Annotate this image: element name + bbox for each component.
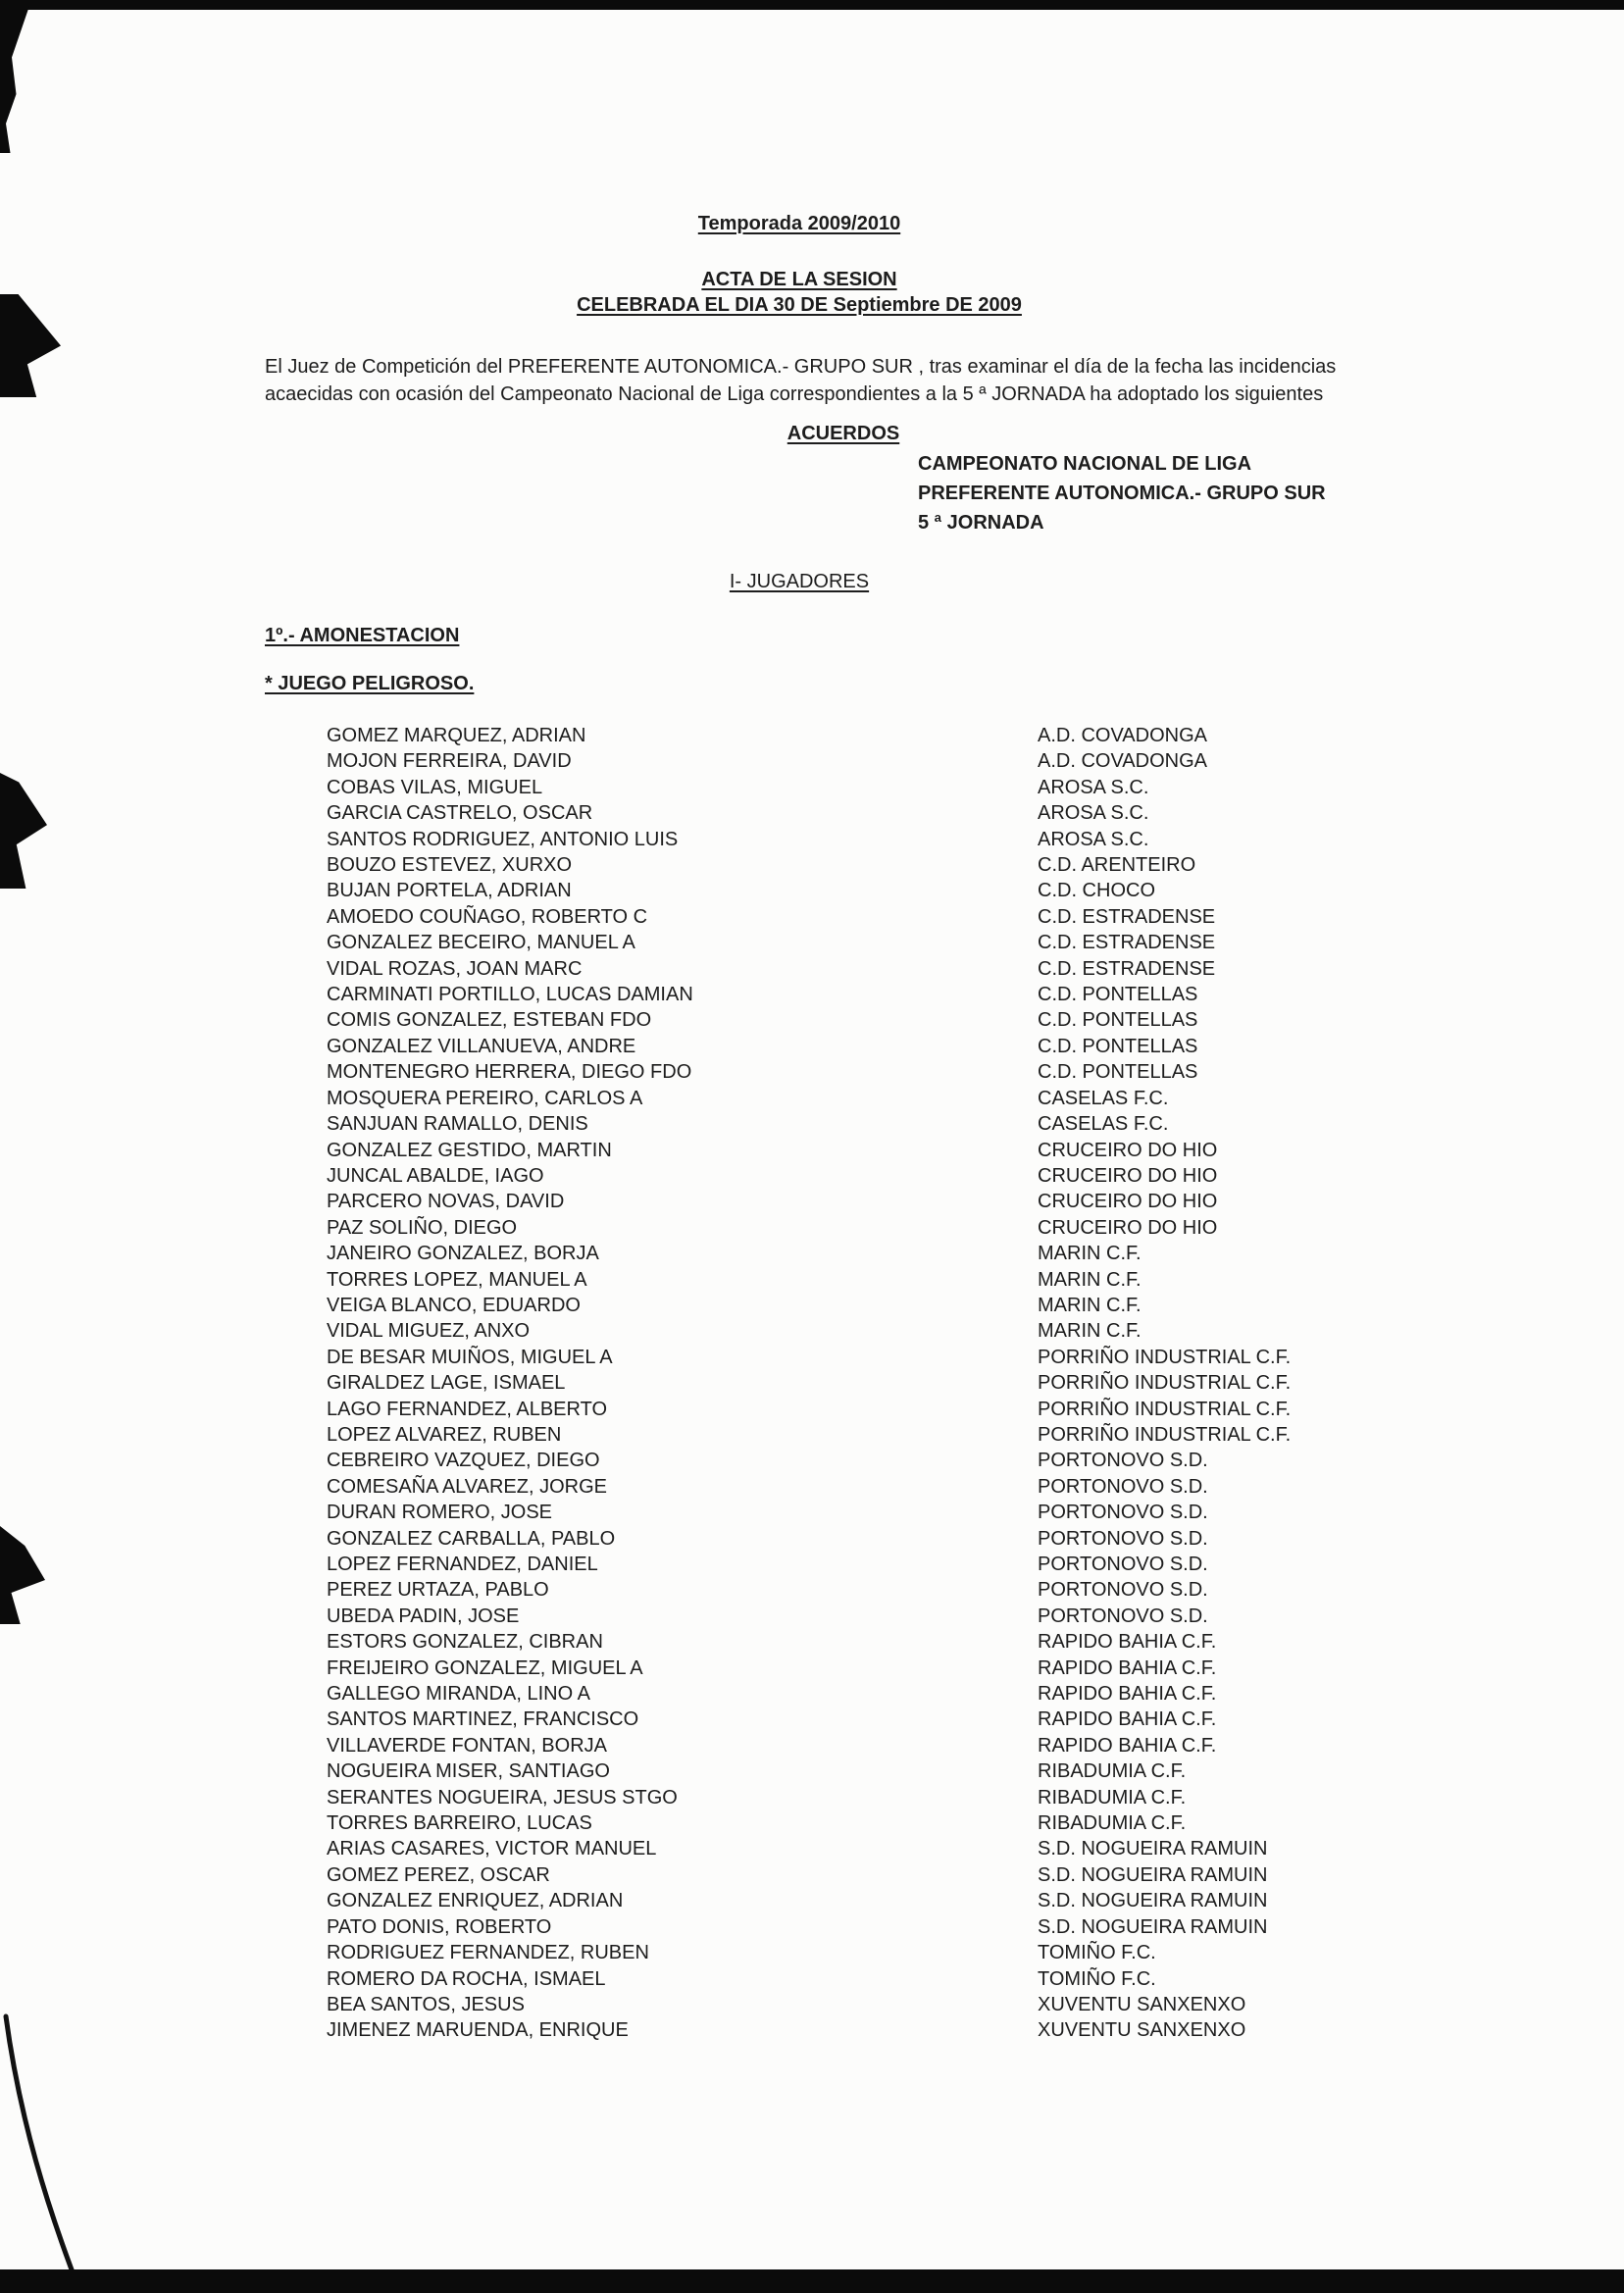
player-name: VIDAL ROZAS, JOAN MARC xyxy=(327,957,583,980)
juego-peligroso-heading: * JUEGO PELIGROSO. xyxy=(265,673,475,694)
club-name: RAPIDO BAHIA C.F. xyxy=(1038,1734,1217,1757)
club-name: AROSA S.C. xyxy=(1038,802,1149,825)
player-name: GONZALEZ VILLANUEVA, ANDRE xyxy=(327,1035,636,1057)
intro-line: acaecidas con ocasión del Campeonato Nacional de Liga correspondientes a la 5 ª JORNADA ha adoptado los siguientes xyxy=(265,383,1324,405)
competition-line: PREFERENTE AUTONOMICA.- GRUPO SUR xyxy=(918,483,1326,504)
club-name: S.D. NOGUEIRA RAMUIN xyxy=(1038,1863,1268,1886)
club-name: PORTONOVO S.D. xyxy=(1038,1527,1208,1550)
club-name: CRUCEIRO DO HIO xyxy=(1038,1191,1218,1213)
sanction-row xyxy=(265,1914,1481,1940)
player-name: LOPEZ FERNANDEZ, DANIEL xyxy=(327,1554,598,1575)
player-name: BOUZO ESTEVEZ, XURXO xyxy=(327,854,573,877)
sanction-row xyxy=(265,982,1481,1007)
player-name: SANTOS RODRIGUEZ, ANTONIO LUIS xyxy=(327,828,679,850)
sanction-row xyxy=(265,1345,1481,1370)
player-name: PAZ SOLIÑO, DIEGO xyxy=(327,1216,518,1239)
sanction-row xyxy=(265,1577,1481,1603)
player-name: PATO DONIS, ROBERTO xyxy=(327,1915,552,1938)
player-name: CEBREIRO VAZQUEZ, DIEGO xyxy=(327,1450,600,1472)
sanction-row xyxy=(265,2017,1481,2043)
sanction-row xyxy=(265,1992,1481,2017)
club-name: C.D. PONTELLAS xyxy=(1038,1061,1198,1084)
sanction-row xyxy=(265,1785,1481,1810)
intro-paragraph xyxy=(265,353,1481,408)
club-name: RAPIDO BAHIA C.F. xyxy=(1038,1656,1217,1679)
sanction-row xyxy=(265,1318,1481,1344)
sanction-row xyxy=(265,1681,1481,1707)
sanction-row xyxy=(265,1138,1481,1163)
player-name: VILLAVERDE FONTAN, BORJA xyxy=(327,1734,607,1757)
player-name: LAGO FERNANDEZ, ALBERTO xyxy=(327,1398,608,1420)
sanction-row xyxy=(265,1656,1481,1681)
player-name: GONZALEZ BECEIRO, MANUEL A xyxy=(327,932,635,954)
player-name: COBAS VILAS, MIGUEL xyxy=(327,776,543,798)
player-name: VEIGA BLANCO, EDUARDO xyxy=(327,1294,581,1316)
competition-line: CAMPEONATO NACIONAL DE LIGA xyxy=(918,453,1252,475)
club-name: XUVENTU SANXENXO xyxy=(1038,2019,1246,2042)
club-name: C.D. PONTELLAS xyxy=(1038,1035,1198,1057)
club-name: CASELAS F.C. xyxy=(1038,1087,1169,1109)
player-name: GOMEZ MARQUEZ, ADRIAN xyxy=(327,725,586,746)
player-name: RODRIGUEZ FERNANDEZ, RUBEN xyxy=(327,1942,649,1964)
sanction-row xyxy=(265,1241,1481,1266)
club-name: C.D. ESTRADENSE xyxy=(1038,957,1216,980)
sanction-row xyxy=(265,1422,1481,1448)
player-name: GOMEZ PEREZ, OSCAR xyxy=(327,1863,550,1886)
club-name: RIBADUMIA C.F. xyxy=(1038,1812,1187,1835)
sanction-row xyxy=(265,1836,1481,1861)
sanction-row xyxy=(265,1862,1481,1888)
club-name: CASELAS F.C. xyxy=(1038,1113,1169,1136)
sanction-row xyxy=(265,1629,1481,1655)
sanction-row xyxy=(265,1552,1481,1577)
player-name: PEREZ URTAZA, PABLO xyxy=(327,1579,549,1602)
sanction-row xyxy=(265,1448,1481,1473)
club-name: TOMIÑO F.C. xyxy=(1038,1942,1156,1964)
club-name: C.D. ESTRADENSE xyxy=(1038,905,1216,928)
sanction-row xyxy=(265,1111,1481,1137)
club-name: AROSA S.C. xyxy=(1038,776,1149,798)
season-title: Temporada 2009/2010 xyxy=(697,213,901,234)
player-name: ROMERO DA ROCHA, ISMAEL xyxy=(327,1967,606,1990)
club-name: RAPIDO BAHIA C.F. xyxy=(1038,1631,1217,1654)
player-name: VIDAL MIGUEZ, ANXO xyxy=(327,1320,531,1343)
sanction-row xyxy=(265,1397,1481,1422)
session-title-line1: ACTA DE LA SESION xyxy=(701,269,897,290)
sanction-row xyxy=(265,1086,1481,1111)
sanction-row xyxy=(265,1758,1481,1784)
club-name: S.D. NOGUEIRA RAMUIN xyxy=(1038,1890,1268,1912)
scan-artifact-bottom-edge xyxy=(0,2269,1624,2293)
club-name: PORRIÑO INDUSTRIAL C.F. xyxy=(1038,1346,1292,1368)
club-name: S.D. NOGUEIRA RAMUIN xyxy=(1038,1915,1268,1938)
club-name: CRUCEIRO DO HIO xyxy=(1038,1216,1218,1239)
competition-block xyxy=(918,449,1481,537)
club-name: PORTONOVO S.D. xyxy=(1038,1554,1208,1575)
club-name: A.D. COVADONGA xyxy=(1038,750,1207,773)
club-name: PORRIÑO INDUSTRIAL C.F. xyxy=(1038,1372,1292,1395)
sanction-row xyxy=(265,1163,1481,1189)
club-name: MARIN C.F. xyxy=(1038,1294,1142,1316)
player-name: GONZALEZ ENRIQUEZ, ADRIAN xyxy=(327,1890,624,1912)
player-name: SANTOS MARTINEZ, FRANCISCO xyxy=(327,1708,639,1731)
player-name: UBEDA PADIN, JOSE xyxy=(327,1605,520,1627)
sanction-row xyxy=(265,1810,1481,1836)
session-title-line2: CELEBRADA EL DIA 30 DE Septiembre DE 2009 xyxy=(577,294,1022,316)
club-name: PORTONOVO S.D. xyxy=(1038,1450,1208,1472)
club-name: C.D. ESTRADENSE xyxy=(1038,932,1216,954)
club-name: PORTONOVO S.D. xyxy=(1038,1579,1208,1602)
sanction-row xyxy=(265,827,1481,852)
sanction-row xyxy=(265,878,1481,903)
sanction-row xyxy=(265,1215,1481,1241)
sanction-row xyxy=(265,1267,1481,1293)
sanctions-list xyxy=(265,723,1481,2044)
player-name: MOSQUERA PEREIRO, CARLOS A xyxy=(327,1087,643,1109)
player-name: LOPEZ ALVAREZ, RUBEN xyxy=(327,1423,562,1446)
sanction-row xyxy=(265,1500,1481,1525)
club-name: C.D. PONTELLAS xyxy=(1038,1009,1198,1032)
sanction-row xyxy=(265,800,1481,826)
player-name: GARCIA CASTRELO, OSCAR xyxy=(327,802,593,825)
club-name: RIBADUMIA C.F. xyxy=(1038,1760,1187,1783)
sanction-row xyxy=(265,1189,1481,1214)
player-name: PARCERO NOVAS, DAVID xyxy=(327,1191,565,1213)
sanction-row xyxy=(265,1370,1481,1396)
player-name: MONTENEGRO HERRERA, DIEGO FDO xyxy=(327,1061,692,1084)
player-name: JIMENEZ MARUENDA, ENRIQUE xyxy=(327,2019,629,2042)
player-name: GIRALDEZ LAGE, ISMAEL xyxy=(327,1372,566,1395)
club-name: C.D. ARENTEIRO xyxy=(1038,854,1196,877)
club-name: XUVENTU SANXENXO xyxy=(1038,1993,1246,2015)
club-name: CRUCEIRO DO HIO xyxy=(1038,1164,1218,1187)
club-name: PORRIÑO INDUSTRIAL C.F. xyxy=(1038,1423,1292,1446)
scan-artifact-bottom-left-curve xyxy=(0,2011,98,2293)
club-name: C.D. CHOCO xyxy=(1038,880,1155,902)
club-name: C.D. PONTELLAS xyxy=(1038,984,1198,1006)
sanction-row xyxy=(265,956,1481,982)
player-name: COMESAÑA ALVAREZ, JORGE xyxy=(327,1475,607,1498)
club-name: PORTONOVO S.D. xyxy=(1038,1502,1208,1524)
player-name: BUJAN PORTELA, ADRIAN xyxy=(327,880,572,902)
player-name: NOGUEIRA MISER, SANTIAGO xyxy=(327,1760,610,1783)
sanction-row xyxy=(265,1707,1481,1732)
club-name: RAPIDO BAHIA C.F. xyxy=(1038,1708,1217,1731)
player-name: TORRES BARREIRO, LUCAS xyxy=(327,1812,592,1835)
sanction-row xyxy=(265,904,1481,930)
player-name: JUNCAL ABALDE, IAGO xyxy=(327,1164,544,1187)
club-name: S.D. NOGUEIRA RAMUIN xyxy=(1038,1838,1268,1860)
agreements-heading: ACUERDOS xyxy=(787,423,900,444)
club-name: TOMIÑO F.C. xyxy=(1038,1967,1156,1990)
player-name: SANJUAN RAMALLO, DENIS xyxy=(327,1113,588,1136)
player-name: ESTORS GONZALEZ, CIBRAN xyxy=(327,1631,603,1654)
sanction-row xyxy=(265,1059,1481,1085)
sanction-row xyxy=(265,775,1481,800)
club-name: RIBADUMIA C.F. xyxy=(1038,1786,1187,1809)
intro-line: El Juez de Competición del PREFERENTE AUTONOMICA.- GRUPO SUR , tras examinar el día de la fecha las incidencias xyxy=(265,356,1337,378)
player-name: DE BESAR MUIÑOS, MIGUEL A xyxy=(327,1346,613,1368)
sanction-row xyxy=(265,1888,1481,1913)
player-name: BEA SANTOS, JESUS xyxy=(327,1993,525,2015)
sanction-row xyxy=(265,1604,1481,1629)
player-name: MOJON FERREIRA, DAVID xyxy=(327,750,572,773)
sanction-row xyxy=(265,1526,1481,1552)
amonestacion-heading: 1º.- AMONESTACION xyxy=(265,625,460,646)
player-name: TORRES LOPEZ, MANUEL A xyxy=(327,1268,587,1291)
club-name: MARIN C.F. xyxy=(1038,1268,1142,1291)
player-name: SERANTES NOGUEIRA, JESUS STGO xyxy=(327,1786,678,1809)
club-name: AROSA S.C. xyxy=(1038,828,1149,850)
player-name: ARIAS CASARES, VICTOR MANUEL xyxy=(327,1838,657,1860)
player-name: DURAN ROMERO, JOSE xyxy=(327,1502,553,1524)
sanction-row xyxy=(265,1733,1481,1758)
club-name: PORTONOVO S.D. xyxy=(1038,1605,1208,1627)
player-name: FREIJEIRO GONZALEZ, MIGUEL A xyxy=(327,1656,643,1679)
club-name: PORTONOVO S.D. xyxy=(1038,1475,1208,1498)
sanction-row xyxy=(265,1007,1481,1033)
sanction-row xyxy=(265,1034,1481,1059)
sanction-row xyxy=(265,1474,1481,1500)
player-name: GONZALEZ GESTIDO, MARTIN xyxy=(327,1139,612,1161)
club-name: A.D. COVADONGA xyxy=(1038,725,1207,746)
player-name: COMIS GONZALEZ, ESTEBAN FDO xyxy=(327,1009,652,1032)
club-name: RAPIDO BAHIA C.F. xyxy=(1038,1683,1217,1706)
club-name: MARIN C.F. xyxy=(1038,1243,1142,1265)
player-name: GALLEGO MIRANDA, LINO A xyxy=(327,1683,590,1706)
player-name: JANEIRO GONZALEZ, BORJA xyxy=(327,1243,599,1265)
player-name: AMOEDO COUÑAGO, ROBERTO C xyxy=(327,905,648,928)
sanction-row xyxy=(265,1293,1481,1318)
player-name: GONZALEZ CARBALLA, PABLO xyxy=(327,1527,616,1550)
sanction-row xyxy=(265,723,1481,748)
player-name: CARMINATI PORTILLO, LUCAS DAMIAN xyxy=(327,984,693,1006)
sanction-row xyxy=(265,930,1481,955)
sanction-row xyxy=(265,748,1481,774)
sanction-row xyxy=(265,1940,1481,1965)
club-name: CRUCEIRO DO HIO xyxy=(1038,1139,1218,1161)
session-heading xyxy=(265,267,1334,318)
sanction-row xyxy=(265,852,1481,878)
players-section-heading: I- JUGADORES xyxy=(729,571,870,592)
club-name: PORRIÑO INDUSTRIAL C.F. xyxy=(1038,1398,1292,1420)
competition-line: 5 ª JORNADA xyxy=(918,512,1044,534)
club-name: MARIN C.F. xyxy=(1038,1320,1142,1343)
sanction-row xyxy=(265,1966,1481,1992)
